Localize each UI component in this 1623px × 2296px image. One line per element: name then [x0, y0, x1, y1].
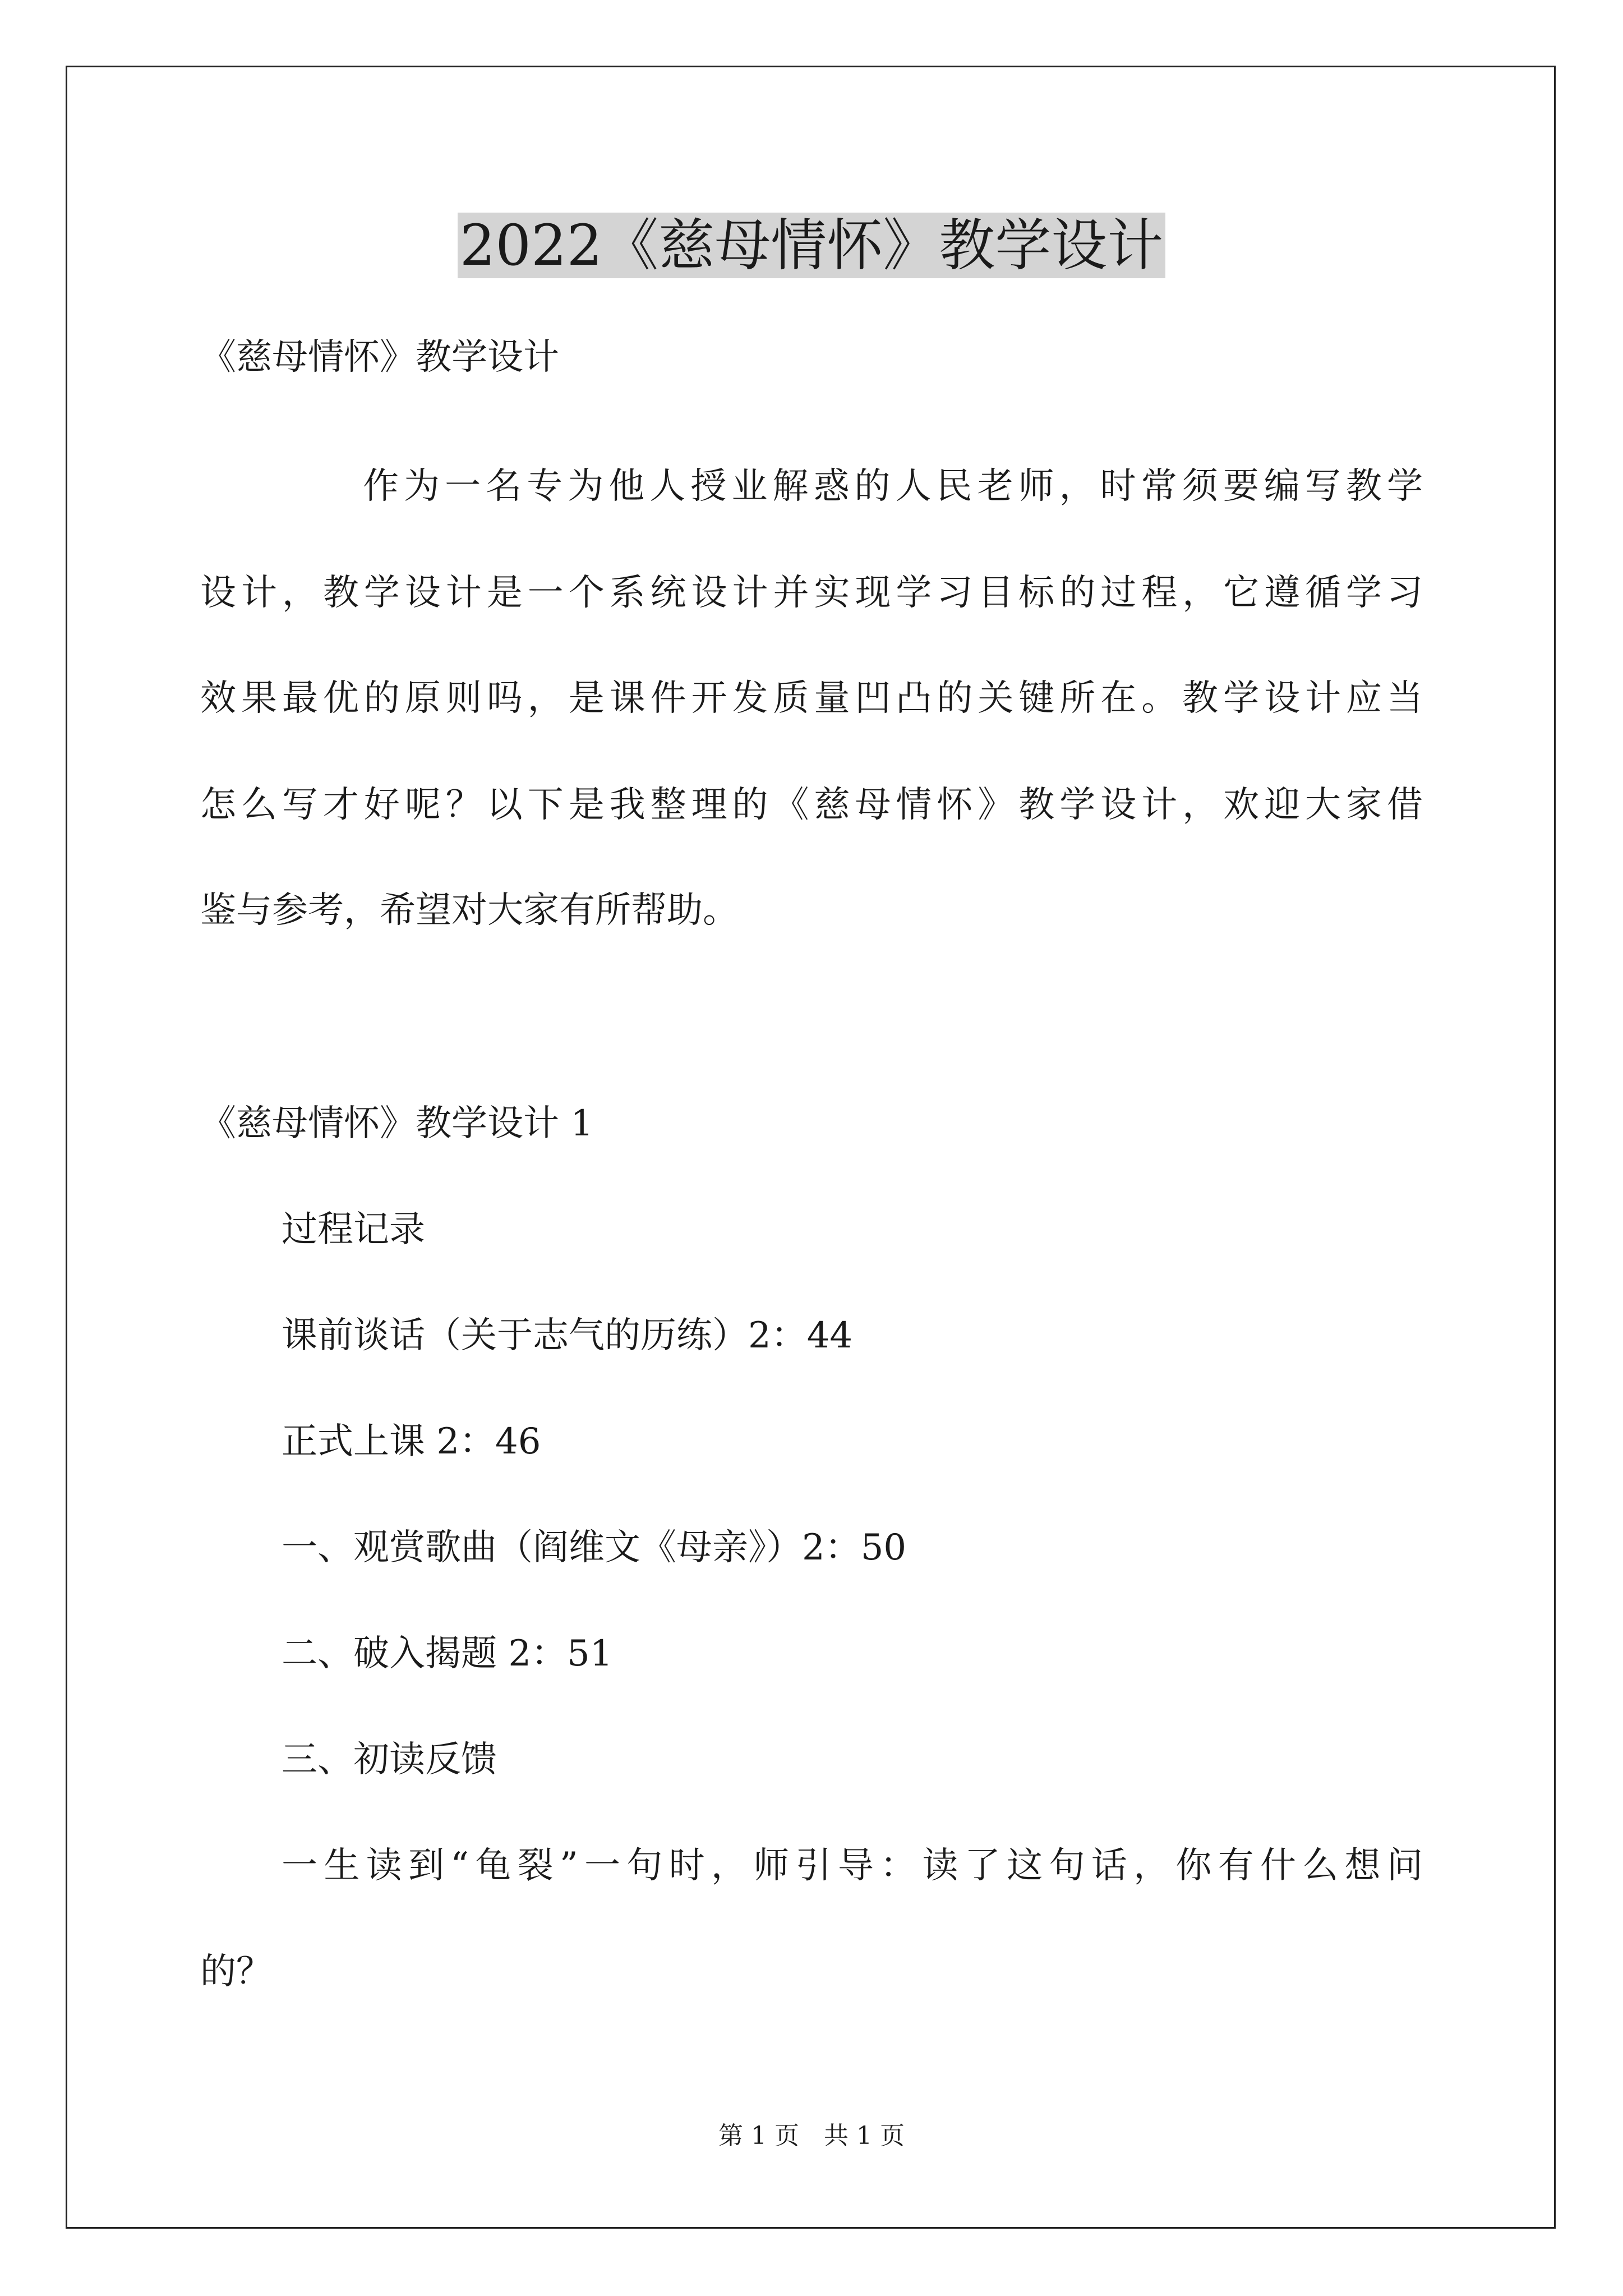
- section-line-1: 过程记录: [282, 1209, 425, 1250]
- document-title: 2022《慈母情怀》教学设计: [0, 206, 1623, 285]
- intro-line-5: 鉴与参考，希望对大家有所帮助。: [200, 890, 739, 931]
- intro-line-3: 效果最优的原则吗，是课件开发质量凹凸的关键所在。教学设计应当: [200, 678, 1423, 719]
- section-line-6: 三、初读反馈: [282, 1739, 497, 1780]
- intro-line-2: 设计，教学设计是一个系统设计并实现学习目标的过程，它遵循学习: [200, 572, 1423, 614]
- section-line-5: 二、破入揭题 2：51: [282, 1633, 613, 1674]
- section-line-7: 一生读到“龟裂”一句时，师引导：读了这句话，你有什么想问: [282, 1845, 1423, 1887]
- intro-line-1: 作为一名专为他人授业解惑的人民老师，时常须要编写教学: [363, 466, 1423, 507]
- intro-line-4: 怎么写才好呢？以下是我整理的《慈母情怀》教学设计，欢迎大家借: [200, 784, 1423, 826]
- section-line-8: 的？: [200, 1951, 272, 1993]
- subtitle: 《慈母情怀》教学设计: [200, 337, 559, 378]
- page-footer: 第 1 页 共 1 页: [718, 2122, 905, 2150]
- section-line-2: 课前谈话（关于志气的历练）2：44: [282, 1315, 853, 1356]
- section-line-4: 一、观赏歌曲（阎维文《母亲》）2：50: [282, 1527, 907, 1568]
- section-line-3: 正式上课 2：46: [282, 1421, 541, 1462]
- section-heading: 《慈母情怀》教学设计 1: [200, 1103, 594, 1144]
